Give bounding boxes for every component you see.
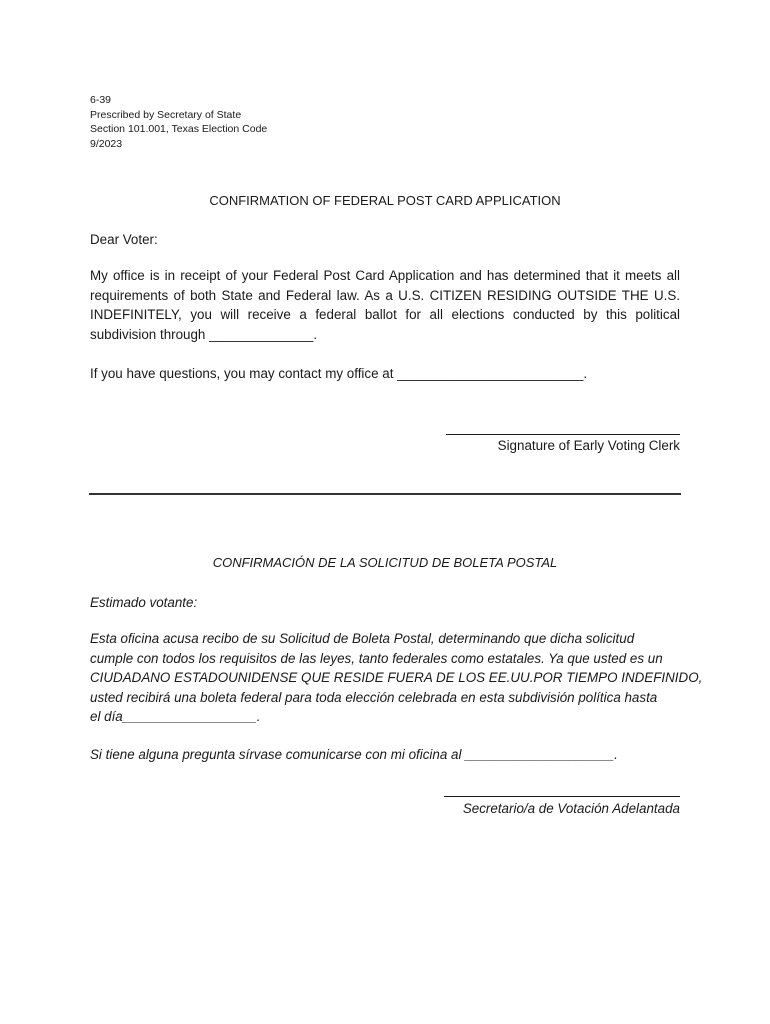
form-date: 9/2023 <box>90 137 123 150</box>
english-body: My office is in receipt of your Federal Post Card Application and has determined that it meets all requirements of both State and Federal law. As a U.S. CITIZEN RESIDING OUTSIDE THE U.S. INDEFINITELY, you will receive a federal ballot for all elections conducted by this political subdivision through ______________. <box>90 268 680 342</box>
english-greeting: Dear Voter: <box>90 232 158 247</box>
prescribed-by: Prescribed by Secretary of State <box>90 108 242 121</box>
spanish-signature-line <box>444 796 680 797</box>
spanish-body-line: el día__________________. <box>90 709 261 724</box>
spanish-body-line: CIUDADANO ESTADOUNIDENSE QUE RESIDE FUERA DE LOS EE.UU.POR TIEMPO INDEFINIDO, <box>90 670 703 685</box>
english-signature-label: Signature of Early Voting Clerk <box>497 438 680 453</box>
english-title: CONFIRMATION OF FEDERAL POST CARD APPLICATION <box>209 193 561 208</box>
english-signature-line <box>446 434 680 435</box>
spanish-body-line: Esta oficina acusa recibo de su Solicitud de Boleta Postal, determinando que dicha solicitud <box>90 631 635 646</box>
english-contact: If you have questions, you may contact my office at _________________________. <box>90 366 588 381</box>
spanish-signature-label: Secretario/a de Votación Adelantada <box>462 801 680 816</box>
spanish-greeting: Estimado votante: <box>90 595 198 610</box>
code-section: Section 101.001, Texas Election Code <box>90 123 268 135</box>
form-number: 6-39 <box>90 94 112 106</box>
section-divider <box>89 493 681 495</box>
form-header <box>90 93 267 151</box>
spanish-body-line: cumple con todos los requisitos de las leyes, tanto federales como estatales. Ya que usted es un <box>90 650 663 666</box>
spanish-body <box>90 629 703 727</box>
spanish-body-line: usted recibirá una boleta federal para toda elección celebrada en esta subdivisión política hasta <box>90 689 658 705</box>
spanish-contact: Si tiene alguna pregunta sírvase comunicarse con mi oficina al ____________________. <box>90 747 618 762</box>
spanish-title: CONFIRMACIÓN DE LA SOLICITUD DE BOLETA POSTAL <box>212 555 558 570</box>
